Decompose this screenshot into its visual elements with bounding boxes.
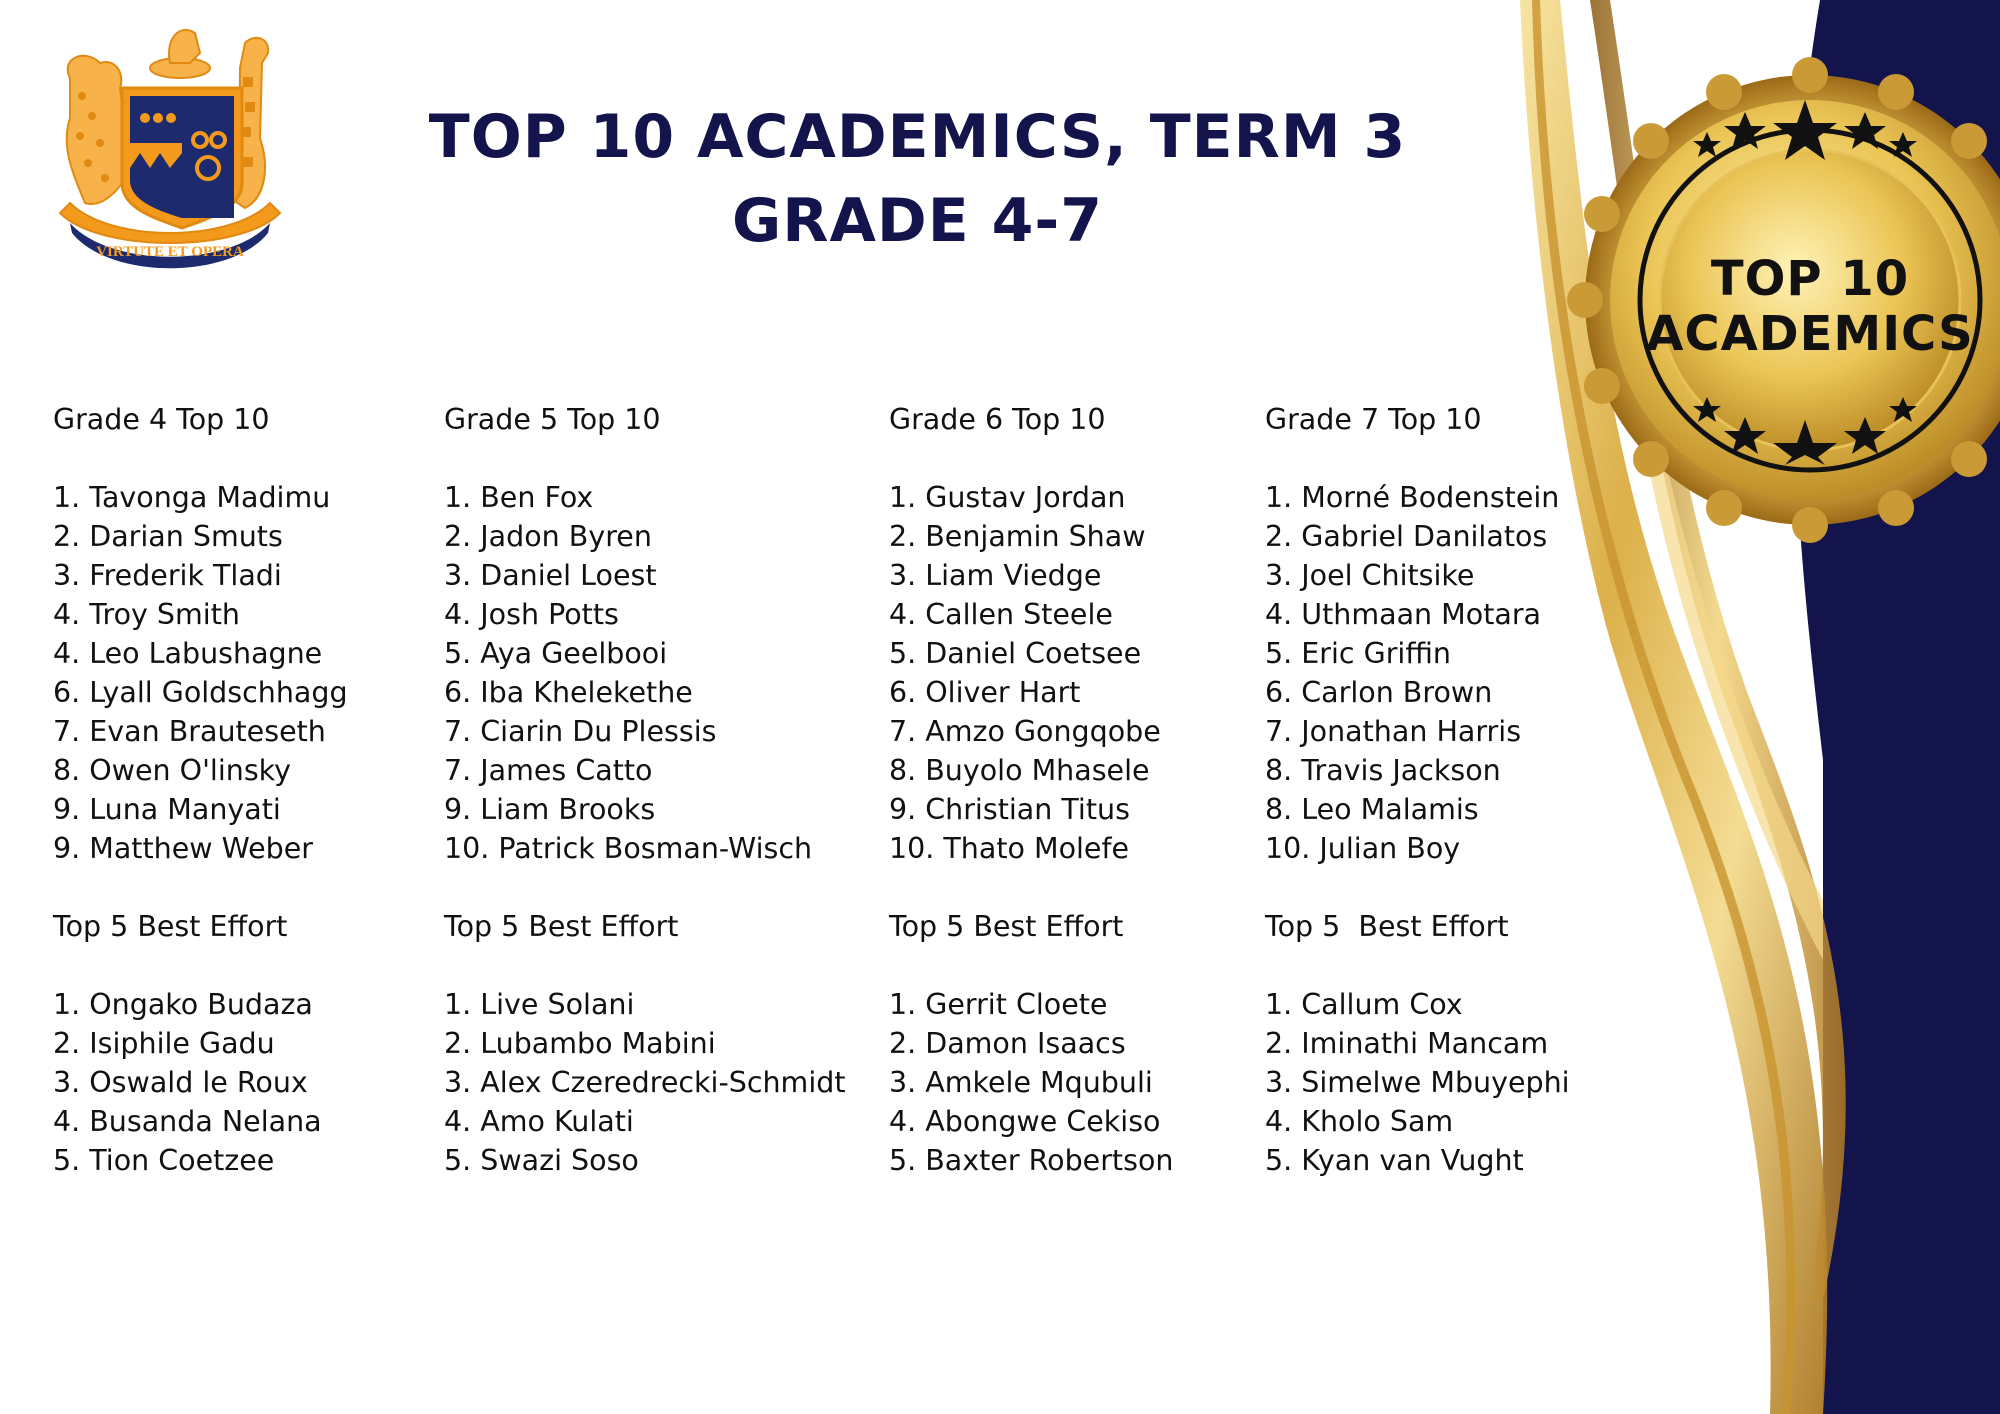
grade-4-top10-list (53, 478, 348, 868)
list-item: 2. Lubambo Mabini (444, 1027, 716, 1060)
list-item: 5. Kyan van Vught (1265, 1144, 1524, 1177)
grade-6-effort-list (889, 985, 1173, 1180)
list-item: 6. Lyall Goldschhagg (53, 676, 348, 709)
list-item: 2. Iminathi Mancam (1265, 1027, 1549, 1060)
list-item: 4. Troy Smith (53, 598, 240, 631)
list-item: 3. Liam Viedge (889, 559, 1102, 592)
page-title-line1: TOP 10 ACADEMICS, TERM 3 (428, 102, 1407, 172)
star-icon (1724, 112, 1766, 149)
list-item: 4. Abongwe Cekiso (889, 1105, 1161, 1138)
list-item: 1. Tavonga Madimu (53, 481, 331, 514)
list-item: 1. Morné Bodenstein (1265, 481, 1560, 514)
grade-5-effort-heading: Top 5 Best Effort (444, 910, 679, 943)
list-item: 8. Travis Jackson (1265, 754, 1501, 787)
list-item: 10. Thato Molefe (889, 832, 1130, 865)
star-icon (1724, 417, 1766, 454)
star-icon (1889, 397, 1917, 422)
grade-7-top10-heading: Grade 7 Top 10 (1265, 403, 1482, 436)
grade-7-effort-heading: Top 5 Best Effort (1265, 910, 1509, 943)
list-item: 2. Darian Smuts (53, 520, 283, 553)
list-item: 1. Live Solani (444, 988, 635, 1021)
list-item: 10. Patrick Bosman-Wisch (444, 832, 813, 865)
list-item: 3. Oswald le Roux (53, 1066, 308, 1099)
list-item: 5. Swazi Soso (444, 1144, 639, 1177)
grade-7-top10-list (1265, 478, 1570, 868)
list-item: 1. Ben Fox (444, 481, 594, 514)
list-item: 6. Oliver Hart (889, 676, 1081, 709)
page-title-line2: GRADE 4-7 (732, 186, 1103, 256)
list-item: 3. Joel Chitsike (1265, 559, 1475, 592)
list-item: 7. Amzo Gongqobe (889, 715, 1161, 748)
star-icon (1889, 132, 1917, 157)
star-icon (1693, 132, 1721, 157)
medal-label (1640, 252, 1980, 362)
grade-6-column (889, 400, 1173, 1180)
list-item: 9. Liam Brooks (444, 793, 656, 826)
grade-7-column (1265, 400, 1570, 1180)
grade-6-effort-heading: Top 5 Best Effort (889, 910, 1124, 943)
list-item: 4. Kholo Sam (1265, 1105, 1454, 1138)
list-item: 3. Simelwe Mbuyephi (1265, 1066, 1570, 1099)
crest-motto: VIRTUTE ET OPERA (96, 244, 244, 260)
list-item: 5. Tion Coetzee (53, 1144, 275, 1177)
list-item: 1. Gustav Jordan (889, 481, 1126, 514)
list-item: 7. Ciarin Du Plessis (444, 715, 717, 748)
list-item: 4. Leo Labushagne (53, 637, 323, 670)
grade-6-top10-list (889, 478, 1173, 868)
list-item: 4. Josh Potts (444, 598, 619, 631)
grade-5-effort-list (444, 985, 846, 1180)
star-icon (1773, 100, 1837, 160)
star-icon (1844, 417, 1886, 454)
list-item: 2. Benjamin Shaw (889, 520, 1146, 553)
list-item: 8. Buyolo Mhasele (889, 754, 1150, 787)
list-item: 4. Amo Kulati (444, 1105, 634, 1138)
list-item: 4. Callen Steele (889, 598, 1113, 631)
list-item: 5. Eric Griffin (1265, 637, 1451, 670)
medal-label-line1: TOP 10 (1710, 251, 1910, 307)
school-crest-logo (30, 18, 308, 283)
grade-5-top10-list (444, 478, 846, 868)
medal-label-line2: ACADEMICS (1646, 306, 1974, 362)
list-item: 10. Julian Boy (1265, 832, 1461, 865)
list-item: 5. Aya Geelbooi (444, 637, 668, 670)
grade-4-effort-heading: Top 5 Best Effort (53, 910, 288, 943)
list-item: 4. Busanda Nelana (53, 1105, 322, 1138)
list-item: 3. Daniel Loest (444, 559, 657, 592)
star-icon (1844, 112, 1886, 149)
list-item: 4. Uthmaan Motara (1265, 598, 1542, 631)
grade-4-top10-heading: Grade 4 Top 10 (53, 403, 270, 436)
grade-5-top10-heading: Grade 5 Top 10 (444, 403, 661, 436)
list-item: 6. Carlon Brown (1265, 676, 1493, 709)
list-item: 3. Frederik Tladi (53, 559, 282, 592)
list-item: 7. James Catto (444, 754, 653, 787)
list-item: 2. Jadon Byren (444, 520, 652, 553)
list-item: 1. Ongako Budaza (53, 988, 313, 1021)
list-item: 8. Owen O'linsky (53, 754, 292, 787)
list-item: 2. Isiphile Gadu (53, 1027, 275, 1060)
list-item: 1. Gerrit Cloete (889, 988, 1108, 1021)
list-item: 5. Daniel Coetsee (889, 637, 1142, 670)
grade-4-column (53, 400, 348, 1180)
list-item: 9. Luna Manyati (53, 793, 281, 826)
list-item: 2. Damon Isaacs (889, 1027, 1126, 1060)
list-item: 9. Matthew Weber (53, 832, 314, 865)
list-item: 3. Alex Czeredrecki-Schmidt (444, 1066, 846, 1099)
list-item: 2. Gabriel Danilatos (1265, 520, 1548, 553)
star-icon (1693, 397, 1721, 422)
grade-4-effort-list (53, 985, 348, 1180)
list-item: 7. Jonathan Harris (1265, 715, 1522, 748)
star-icon (1773, 420, 1837, 465)
list-item: 3. Amkele Mqubuli (889, 1066, 1153, 1099)
list-item: 7. Evan Brauteseth (53, 715, 326, 748)
list-item: 8. Leo Malamis (1265, 793, 1479, 826)
list-item: 1. Callum Cox (1265, 988, 1463, 1021)
grade-6-top10-heading: Grade 6 Top 10 (889, 403, 1106, 436)
grade-7-effort-list (1265, 985, 1570, 1180)
grade-5-column (444, 400, 846, 1180)
list-item: 5. Baxter Robertson (889, 1144, 1174, 1177)
list-item: 6. Iba Khelekethe (444, 676, 693, 709)
list-item: 9. Christian Titus (889, 793, 1130, 826)
page-title (400, 95, 1435, 263)
